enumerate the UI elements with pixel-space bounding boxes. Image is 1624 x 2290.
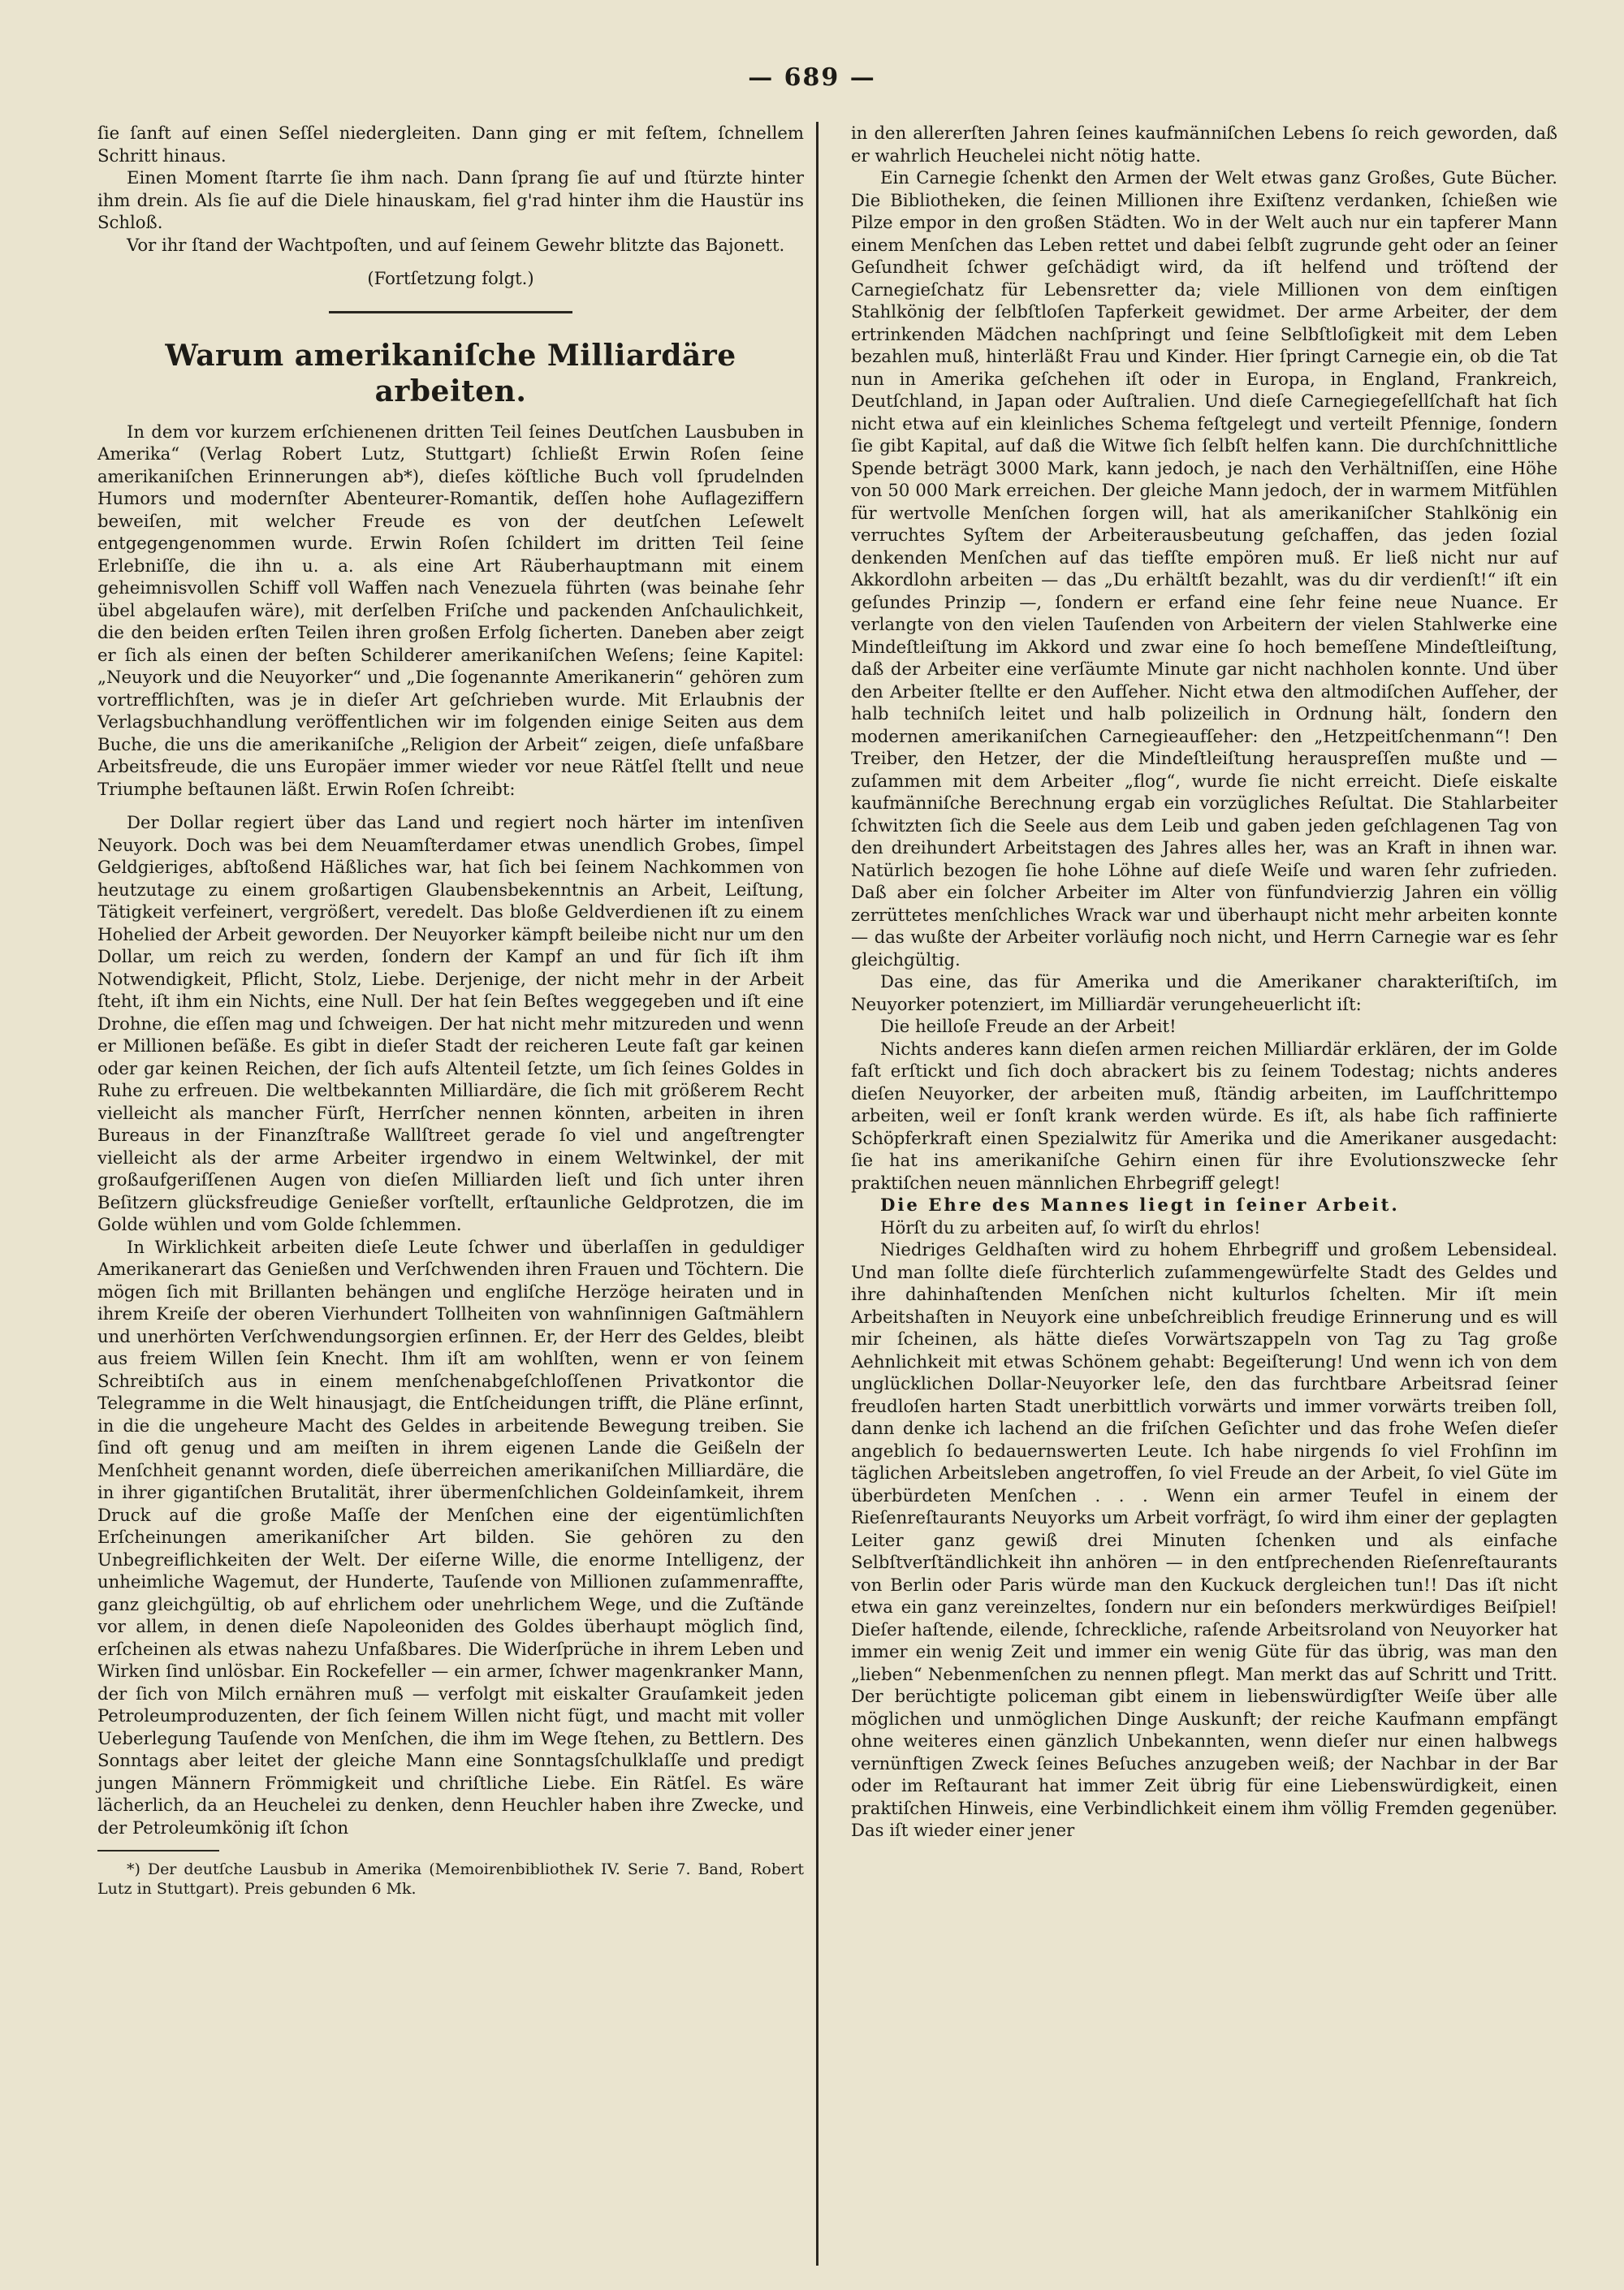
column-divider bbox=[816, 122, 818, 2266]
left-column bbox=[97, 122, 804, 1899]
footnote bbox=[97, 1860, 804, 1899]
emphasis-line: Hörſt du zu arbeiten auf, ſo wirſt du ehrlos! bbox=[880, 1216, 1261, 1238]
story-end-paragraph: Einen Moment ſtarrte ſie ihm nach. Dann ſprang ſie auf und ſtürzte hinter ihm drein. Als ſie auf die Diele hinauskam, fiel g'rad hinter ihm die Haustür ins Schloß. bbox=[97, 167, 804, 232]
continued-note: (Fortſetzung folgt.) bbox=[367, 268, 534, 288]
right-column bbox=[851, 122, 1557, 1842]
article-paragraph: Nichts anderes kann dieſen armen reichen Milliardär erklären, der im Golde faſt erſtickt und ſich doch abrackert bis zu ſeinem Todestag; nichts anderes dieſen Neuyorker, der arbeiten muß, ſtändig arbeiten, im Laufſchrittempo arbeiten, weil er ſonſt krank werden würde. Es iſt, als habe ſich raffinierte Schöpferkraft einen Spezialwitz für Amerika und die Amerikaner ausgedacht: ſie hat ins amerikaniſche Gehirn einen für ihre Evolutionszwecke ſehr praktiſchen neuen männlichen Ehrbegriff gelegt! bbox=[851, 1038, 1557, 1193]
article-paragraph: In Wirklichkeit arbeiten dieſe Leute ſchwer und überlaſſen in geduldiger Amerikanerart das Genießen und Verſchwenden ihren Frauen und Töchtern. Die mögen ſich mit Brillanten behängen und engliſche Herzöge heiraten und in ihrem Kreiſe der oberen Vierhundert Tollheiten von wahnſinnigen Gaſtmählern und unerhörten Verſchwendungsorgien erſinnen. Er, der Herr des Geldes, bleibt aus freiem Willen ſein Knecht. Ihm iſt am wohlſten, wenn er von ſeinem Schreibtiſch aus in einem menſchenabgeſchloſſenen Privatkontor die Telegramme in die Welt hinausjagt, die Entſcheidungen trifft, die Pläne erſinnt, in die die ungeheure Macht des Geldes in arbeitende Bewegung treiben. Sie ſind oft genug und am meiſten in ihrem eigenen Lande die Geißeln der Menſchheit genannt worden, dieſe überreichen amerikaniſchen Milliardäre, die in ihrer gigantiſchen Brutalität, ihrer übermenſchlichen Goldeinſamkeit, ihrem Druck auf die große Maſſe der Menſchen eine der eigentümlichſten Erſcheinungen amerikaniſcher Art bilden. Sie gehören zu den Unbegreiflichkeiten der Welt. Der eiſerne Wille, die enorme Intelligenz, der unheimliche Wagemut, der Hunderte, Tauſende von Millionen zuſammenraffte, ganz gleichgültig, ob auf ehrlichem oder unehrlichem Wege, und die Zuſtände vor allem, in denen dieſe Napoleoniden des Goldes überhaupt möglich ſind, erſcheinen als etwas nahezu Unfaßbares. Die Widerſprüche in ihrem Leben und Wirken ſind unlösbar. Ein Rockefeller — ein armer, ſchwer magenkranker Mann, der ſich von Milch ernähren muß — verfolgt mit eiskalter Grauſamkeit jeden Petroleumproduzenten, der ſich ſeinem Willen nicht fügt, und macht mit voller Ueberlegung Tauſende von Menſchen, die ihm im Wege ſtehen, zu Bettlern. Des Sonntags aber leitet der gleiche Mann eine Sonntagsſchulklaſſe und predigt jungen Männern Frömmigkeit und chriſtliche Liebe. Ein Rätſel. Es wäre lächerlich, da an Heuchelei zu denken, denn Heuchler haben ihre Zwecke, und der Petroleumkönig iſt ſchon bbox=[97, 1236, 804, 1838]
article-paragraph: Niedriges Geldhaſten wird zu hohem Ehrbegriff und großem Lebensideal. Und man ſollte dieſe fürchterlich zuſammengewürfelte Stadt des Geldes und ihre dahinhaſtenden Menſchen nicht kulturlos ſchelten. Mir iſt mein Arbeitshaſten in Neuyork eine unbeſchreiblich freudige Erinnerung und es will mir ſcheinen, als hätte dieſes Vorwärtszappeln von Tag zu Tag große Aehnlichkeit mit etwas Schönem gehabt: Begeiſterung! Und wenn ich von dem unglücklichen Dollar-Neuyorker leſe, den das furchtbare Arbeitsrad ſeiner freudloſen harten Stadt unerbittlich vorwärts und immer vorwärts treiben ſoll, dann denke ich lachend an die friſchen Geſichter und das frohe Weſen dieſer angeblich ſo bedauernswerten Leute. Ich habe nirgends ſo viel Frohſinn im täglichen Arbeitsleben angetroffen, ſo viel Freude an der Arbeit, ſo viel Güte im überbürdeten Menſchen . . . Wenn ein armer Teufel in einem der Rieſenreſtaurants Neuyorks um Arbeit vorfrägt, ſo wird ihm einer der geplagten Leiter ganz gewiß drei Minuten ſchenken und als einfache Selbſtverſtändlichkeit ihn anhören — in den entſprechenden Rieſenreſtaurants von Berlin oder Paris würde man den Kuckuck dergleichen tun!! Das iſt nicht etwa ein ganz vereinzeltes, ſondern nur ein beſonders merkwürdiges Beiſpiel! Dieſer haſtende, eilende, ſchreckliche, raſende Arbeitsroland von Neuyorker hat immer ein wenig Zeit und immer ein wenig Güte für das übrig, was man den „lieben“ Nebenmenſchen zu nennen pflegt. Man merkt das auf Schritt und Tritt. Der berüchtigte policeman gibt einem in liebenswürdigſter Weiſe über alle möglichen und unmöglichen Dinge Auskunft; der reiche Kaufmann empfängt ohne weiteres einen gänzlich Unbekannten, wenn dieſer nur einen halbwegs vernünftigen Zweck ſeines Beſuches anzugeben weiß; der Nachbar in der Bar oder im Reſtaurant hat immer Zeit übrig für eine Liebenswürdigkeit, einen praktiſchen Hinweis, eine Verbindlichkeit einem ihm völlig Fremden gegenüber. Das iſt wieder einer jener bbox=[851, 1239, 1557, 1840]
article-paragraph: In dem vor kurzem erſchienenen dritten Teil ſeines Deutſchen Lausbuben in Amerika“ (Verlag Robert Lutz, Stuttgart) ſchließt Erwin Roſen ſeine amerikaniſchen Erinnerungen ab*), dieſes köſtliche Buch voll ſprudelnden Humors und modernſter Abenteurer-Romantik, deſſen hohe Auflageziffern beweiſen, mit welcher Freude es von der deutſchen Leſewelt entgegengenommen wurde. Erwin Roſen ſchildert im dritten Teil ſeine Erlebniſſe, die ihn u. a. als eine Art Räuberhauptmann mit einem geheimnisvollen Schiff voll Waffen nach Venezuela führten (was beinahe ſehr übel abgelaufen wäre), mit derſelben Friſche und packenden Anſchaulichkeit, die den beiden erſten Teilen ihren großen Erfolg ſicherten. Daneben aber zeigt er ſich als einen der beſten Schilderer amerikaniſchen Weſens; ſeine Kapitel: „Neuyork und die Neuyorker“ und „Die ſogenannte Amerikanerin“ gehören zum vortrefflichſten, was je in dieſer Art geſchrieben wurde. Mit Erlaubnis der Verlagsbuchhandlung veröffentlichen wir im folgenden einige Seiten aus dem Buche, die uns die amerikaniſche „Religion der Arbeit“ zeigen, dieſe unfaßbare Arbeitsfreude, die uns Europäer immer wieder vor neue Rätſel ſtellt und neue Triumphe beſtaunen läßt. Erwin Roſen ſchreibt: bbox=[97, 421, 804, 799]
article-paragraph: Ein Carnegie ſchenkt den Armen der Welt etwas ganz Großes, Gute Bücher. Die Bibliotheken, die ſeinen Millionen ihre Exiſtenz verdanken, ſchießen wie Pilze empor in den großen Städten. Wo in der Welt auch nur ein tapferer Mann einem Menſchen das Leben rettet und dabei ſelbſt zugrunde geht oder an ſeiner Geſundheit ſchwer geſchädigt wird, da iſt helfend und tröſtend der Carnegieſchatz für Lebensretter da; viele Millionen von dem einſtigen Stahlkönig der ſelbſtloſen Tapferkeit gewidmet. Der arme Arbeiter, der dem ertrinkenden Mädchen nachſpringt und ſeine Selbſtloſigkeit mit dem Leben bezahlen muß, hinterläßt Frau und Kinder. Hier ſpringt Carnegie ein, ob die Tat nun in Amerika geſchehen iſt oder in Europa, in England, Frankreich, Deutſchland, in Japan oder Auſtralien. Und dieſe Carnegiegeſellſchaft hat ſich nicht etwa auf ein kleinliches Schema feſtgelegt und verteilt Pfennige, ſondern ſie gibt Kapital, auf daß die Witwe ſich ſelbſt helfen kann. Die durchſchnittliche Spende beträgt 3000 Mark, kann jedoch, je nach den Verhältniſſen, eine Höhe von 50 000 Mark erreichen. Der gleiche Mann jedoch, der in warmem Mitfühlen für wertvolle Menſchen ſorgen will, hat als amerikaniſcher Stahlkönig ein verruchtes Syſtem der Arbeiterausbeutung geſchaffen, das jeden ſozial denkenden Menſchen auf das tiefſte empören muß. Er ließ nicht nur auf Akkordlohn arbeiten — das „Du erhältſt bezahlt, was du dir verdienſt!“ iſt ein geſundes Prinzip —, ſondern er erfand eine ſehr feine neue Nuance. Er verlangte von den vielen Tauſenden von Arbeitern der vielen Stahlwerke eine Mindeſtleiſtung im Akkord und zwar eine ſo hoch bemeſſene Mindeſtleiſtung, daß der Arbeiter eine verſäumte Minute gar nicht nachholen konnte. Und über den Arbeiter ſtellte er den Aufſeher. Nicht etwa den altmodiſchen Aufſeher, der halb techniſch leitet und halb polizeilich in Ordnung hält, ſondern den modernen amerikaniſchen Carnegieaufſeher: den „Hetzpeitſchenmann“! Den Treiber, den Hetzer, der die Mindeſtleiſtung herauspreſſen mußte und — zuſammen mit dem Arbeiter „flog“, wurde ſie nicht erreicht. Dieſe eiskalte kaufmänniſche Berechnung ergab ein vorzügliches Reſultat. Die Stahlarbeiter ſchwitzten ſich die Seele aus dem Leib und gaben jeden geſchlagenen Tag von den dreihundert Arbeitstagen des Jahres alles her, was an Kraft in ihnen war. Natürlich bezogen ſie hohe Löhne auf dieſe Weiſe und waren ſehr zufrieden. Daß aber ein ſolcher Arbeiter im Alter von fünfundvierzig Jahren ein völlig zerrüttetes menſchliches Wrack war und überhaupt nicht mehr arbeiten konnte — das wußte der Arbeiter vorläufig noch nicht, und Herrn Carnegie war es ſehr gleichgültig. bbox=[851, 167, 1557, 970]
story-end-paragraph: Vor ihr ſtand der Wachtpoſten, und auf ſeinem Gewehr blitzte das Bajonett. bbox=[127, 234, 785, 255]
page-number: — 689 — bbox=[748, 63, 876, 92]
article-paragraph: in den allererſten Jahren ſeines kaufmänniſchen Lebens ſo reich geworden, daß er wahrlich Heuchelei nicht nötig hatte. bbox=[851, 123, 1557, 166]
article-headline: Warum amerikaniſche Milliardäre arbeiten. bbox=[165, 338, 736, 408]
emphasis-line: Die heilloſe Freude an der Arbeit! bbox=[880, 1016, 1177, 1036]
emphasis-line: Die Ehre des Mannes liegt in ſeiner Arbeit. bbox=[880, 1195, 1400, 1215]
footnote-text: *) Der deutſche Lausbub in Amerika (Memoirenbibliothek IV. Serie 7. Band, Robert Lutz in Stuttgart). Preis gebunden 6 Mk. bbox=[97, 1860, 804, 1898]
story-end-paragraph: ſie ſanft auf einen Seſſel niedergleiten. Dann ging er mit feſtem, ſchnellem Schritt hinaus. bbox=[97, 123, 804, 166]
article-paragraph: Das eine, das für Amerika und die Amerikaner charakteriſtiſch, im Neuyorker potenziert, im Milliardär verungeheuerlicht iſt: bbox=[851, 971, 1557, 1014]
section-separator bbox=[329, 311, 572, 313]
article-paragraph: Der Dollar regiert über das Land und regiert noch härter im intenſiven Neuyork. Doch was bei dem Neuamſterdamer etwas unendlich Grobes, ſimpel Geldgieriges, abſtoßend Häßliches war, hat ſich bei ſeinem Nachkommen von heutzutage zu einem großartigen Glaubensbekenntnis an Arbeit, Leiſtung, Tätigkeit verfeinert, vergrößert, veredelt. Das bloße Geldverdienen iſt zu einem Hohelied der Arbeit geworden. Der Neuyorker kämpft beileibe nicht nur um den Dollar, um reich zu werden, ſondern der Kampf an und für ſich iſt ihm Notwendigkeit, Pflicht, Stolz, Liebe. Derjenige, der nicht mehr in der Arbeit ſteht, iſt ihm ein Nichts, eine Null. Der hat ſein Beſtes weggegeben und iſt eine Drohne, die eſſen mag und ſchweigen. Der hat nicht mehr mitzureden und wenn er Millionen beſäße. Es gibt in dieſer Stadt der reicheren Leute faſt gar keinen oder gar keinen Reichen, der ſich aufs Altenteil ſetzte, um ſich ſeines Goldes in Ruhe zu erfreuen. Die weltbekannten Milliardäre, die ſich mit größerem Recht vielleicht als mancher Fürſt, Herrſcher nennen könnten, arbeiten in ihren Bureaus in der Finanzſtraße Wallſtreet gerade ſo viel und angeſtrengter vielleicht als der arme Arbeiter irgendwo in einem Weltwinkel, der mit großaufgeriſſenen Augen von dieſen Milliarden lieſt und ſich unter ihren Beſitzern glücksfreudige Genießer vorſtellt, erſtaunliche Geldprotzen, die im Golde wühlen und vom Golde ſchlemmen. bbox=[97, 812, 804, 1234]
footnote-rule bbox=[97, 1850, 219, 1851]
